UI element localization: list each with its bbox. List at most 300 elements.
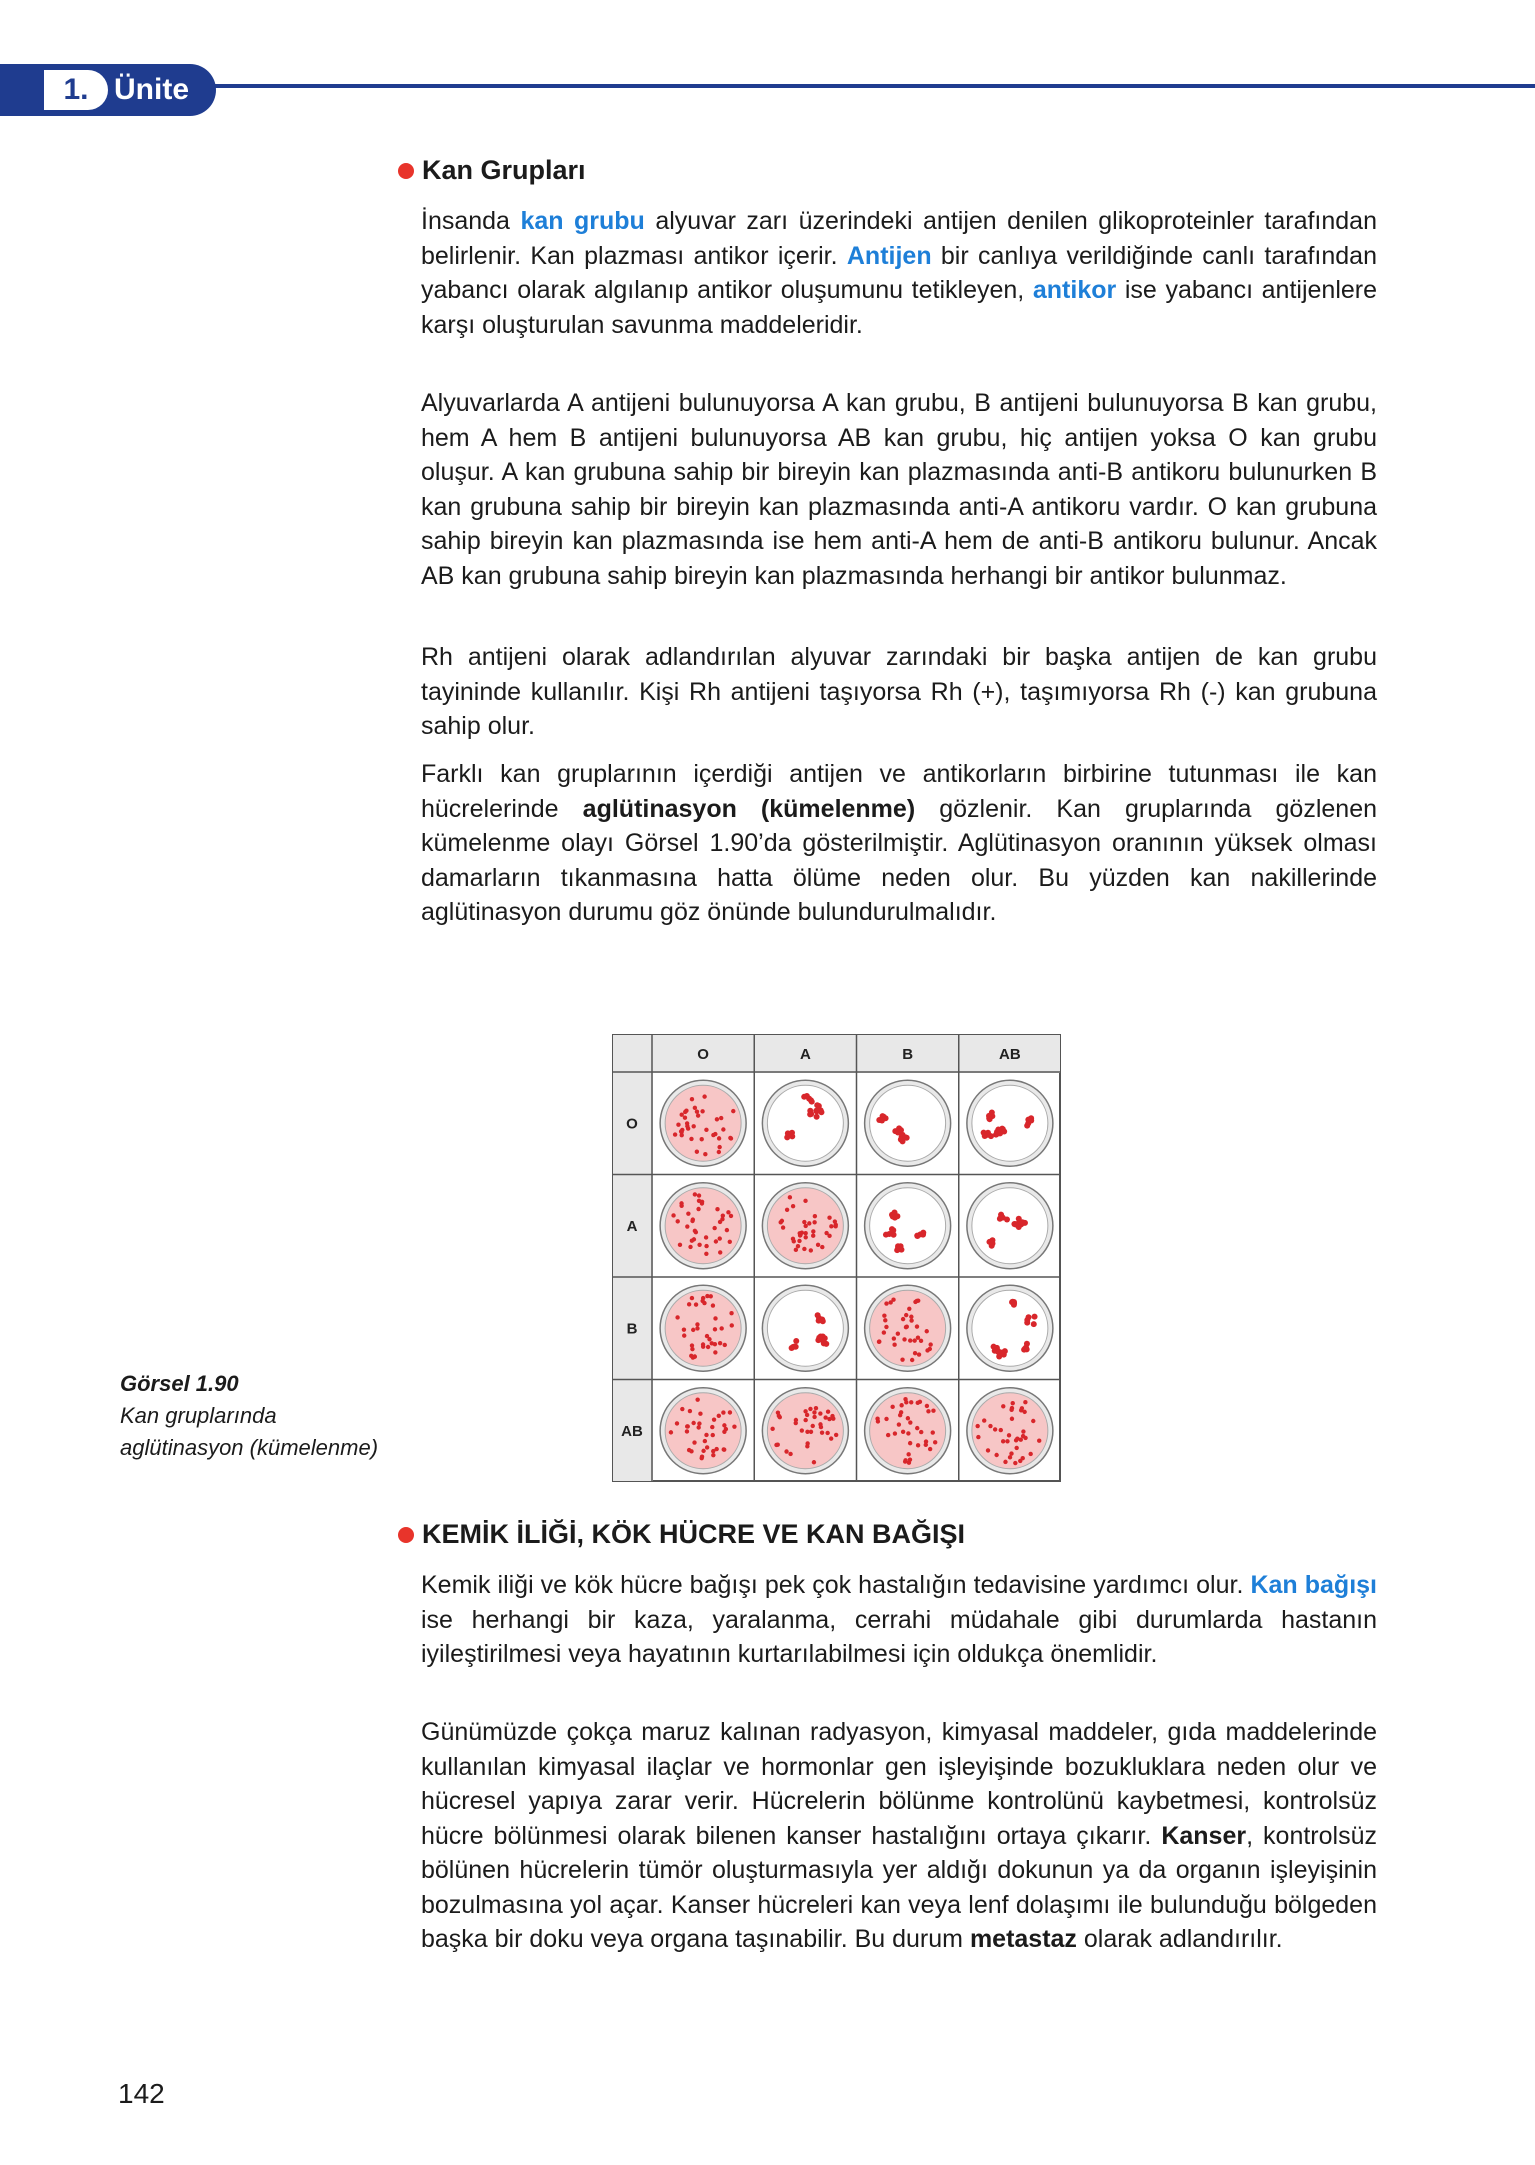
blood-cell [909,1315,913,1319]
blood-cell [900,1357,904,1361]
paragraph: Rh antijeni olarak adlandırılan alyuvar zarındaki bir başka antijen de kan grubu tayininde kullanılır. Kişi Rh antijeni taşıyorsa Rh (+), taşımıyorsa Rh (-) kan grubuna sahip olur. [421,643,1377,740]
cell-clump [804,1093,810,1099]
blood-cell [696,1425,700,1429]
blood-cell [904,1313,908,1317]
blood-cell [675,1315,679,1319]
cell-clump [1028,1115,1034,1121]
cell-clump [1012,1221,1018,1227]
blood-cell [829,1436,833,1440]
blood-cell [697,1243,701,1247]
blood-cell [812,1415,816,1419]
blood-cell [913,1300,917,1304]
blood-cell [906,1416,910,1420]
blood-cell [820,1430,824,1434]
cell-clump [986,1113,992,1119]
blood-cell [827,1417,831,1421]
blood-cell [679,1204,683,1208]
blood-cell [796,1244,800,1248]
blood-cell [693,1355,697,1359]
blood-cell [794,1418,798,1422]
blood-cell [690,1219,694,1223]
blood-cell [794,1248,798,1252]
blood-cell [717,1136,721,1140]
blood-cell [695,1322,699,1326]
blood-cell [718,1220,722,1224]
blood-cell [717,1150,721,1154]
blood-cell [1013,1461,1017,1465]
blood-cell [988,1424,992,1428]
blood-cell [1023,1400,1027,1404]
blood-cell [686,1211,690,1215]
blood-cell [908,1338,912,1342]
well-agglutinated [972,1188,1048,1264]
blood-cell [901,1430,905,1434]
blood-cell [690,1097,694,1101]
blood-cell [907,1307,911,1311]
blood-cell [705,1445,709,1449]
blood-cell [788,1195,792,1199]
blood-cell [906,1431,910,1435]
cell-clump [815,1312,821,1318]
blood-cell [705,1334,709,1338]
blood-cell [797,1239,801,1243]
blood-cell [731,1109,735,1113]
blood-cell [703,1439,707,1443]
blood-cell [814,1406,818,1410]
blood-cell [692,1237,696,1241]
page-number: 142 [118,2078,165,2109]
blood-cell [791,1204,795,1208]
blood-cell [676,1219,680,1223]
blood-cell [691,1328,695,1332]
blood-cell [925,1404,929,1408]
cell-clump [988,1239,994,1245]
blood-cell [1001,1439,1005,1443]
blood-cell [816,1243,820,1247]
cell-clump [902,1134,908,1140]
blood-cell [826,1409,830,1413]
blood-cell [890,1405,894,1409]
keyword: Kan bağışı [1250,1571,1377,1599]
blood-cell [823,1415,827,1419]
blood-cell [904,1400,908,1404]
blood-cell [982,1418,986,1422]
blood-cell [1014,1446,1018,1450]
blood-cell [788,1452,792,1456]
blood-cell [831,1416,835,1420]
blood-cell [909,1400,913,1404]
blood-cell [701,1342,705,1346]
blood-cell [1007,1433,1011,1437]
blood-cell [925,1329,929,1333]
cell-clump [996,1353,1002,1359]
blood-cell [700,1109,704,1113]
blood-cell [915,1426,919,1430]
blood-cell [675,1421,679,1425]
blood-cell [780,1219,784,1223]
blood-cell [1028,1452,1032,1456]
blood-cell [908,1441,912,1445]
blood-cell [680,1128,684,1132]
blood-cell [809,1430,813,1434]
blood-cell [721,1410,725,1414]
blood-cell [685,1424,689,1428]
blood-cell [902,1337,906,1341]
blood-cell [811,1233,815,1237]
column-header: O [697,1046,709,1063]
section-heading-donation [398,1519,965,1550]
blood-cell [803,1199,807,1203]
blood-cell [825,1431,829,1435]
blood-cell [899,1403,903,1407]
cell-clump [1024,1341,1030,1347]
blood-cell [886,1433,890,1437]
blood-cell [669,1430,673,1434]
header-col-bg [613,1035,653,1481]
blood-cell [729,1136,733,1140]
blood-cell [695,1150,699,1154]
blood-cell [1015,1436,1019,1440]
row-header: AB [621,1422,643,1440]
cell-clump [914,1233,920,1239]
blood-cell [785,1208,789,1212]
column-header: AB [999,1046,1021,1063]
cell-clump [822,1335,828,1341]
blood-cell [695,1109,699,1113]
blood-cell [702,1094,706,1098]
blood-cell [807,1221,811,1225]
blood-cell [711,1303,715,1307]
blood-cell [694,1230,698,1234]
blood-cell [704,1244,708,1248]
blood-cell [719,1326,723,1330]
blood-cell [803,1231,807,1235]
caption-title: Görsel 1.90 [120,1371,239,1396]
bullet-icon [398,1527,414,1543]
blood-cell [717,1145,721,1149]
keyword: kan grubu [520,207,645,235]
blood-cell [802,1220,806,1224]
blood-cell [690,1343,694,1347]
cell-clump [791,1344,797,1350]
blood-cell [908,1457,912,1461]
blood-cell [1010,1406,1014,1410]
blood-cell [701,1449,705,1453]
blood-cell [714,1239,718,1243]
blood-cell [800,1428,804,1432]
blood-cell [715,1207,719,1211]
blood-cell [812,1220,816,1224]
blood-cell [713,1327,717,1331]
well-agglutinated [767,1290,843,1366]
blood-cell [689,1137,693,1141]
blood-cell [906,1452,910,1456]
blood-cell [975,1424,979,1428]
paragraph: Kemik iliği ve kök hücre bağışı pek çok hastalığın tedavisine yardımcı olur. Kan bağışı ise herhangi bir kaza, yaralanma, cerrahi müdahale gibi durumlarda hastanın iyileştirilmesi veya hayatının kurtarılabilmesi için oldukça önemlidir. [421,1571,1377,1668]
blood-cell [818,1422,822,1426]
blood-cell [690,1296,694,1300]
column-header: B [902,1046,914,1063]
blood-cell [680,1407,684,1411]
blood-cell [925,1348,929,1352]
blood-cell [712,1226,716,1230]
blood-cell [805,1413,809,1417]
blood-cell [693,1106,697,1110]
blood-cell [809,1248,813,1252]
blood-cell [912,1338,916,1342]
blood-cell [711,1453,715,1457]
blood-cell [976,1435,980,1439]
blood-cell [808,1407,812,1411]
row-header: B [626,1320,638,1338]
blood-cell [719,1116,723,1120]
blood-cell [729,1311,733,1315]
blood-cell [1009,1451,1013,1455]
blood-cell [680,1113,684,1117]
blood-cell [999,1428,1003,1432]
cell-clump [995,1127,1001,1133]
blood-cell [691,1124,695,1128]
row-header: A [626,1217,638,1235]
blood-cell [813,1214,817,1218]
agglutination-figure [612,1034,1061,1482]
blood-cell [811,1229,815,1233]
cell-clump [920,1232,926,1238]
blood-cell [691,1421,695,1425]
blood-cell [802,1247,806,1251]
paragraph: Alyuvarlarda A antijeni bulunuyorsa A kan grubu, B antijeni bulunuyorsa B kan grubu, hem A hem B antijeni bulunuyorsa AB kan grubu, hiç antijen yoksa O kan grubu oluşur. A kan grubuna sahip bir bireyin kan plazmasında anti-B antikoru bulunurken B kan grubuna sahip bir bireyin kan plazmasında anti-A antikoru vardır. O kan grubuna sahip bireyin kan plazmasında ise hem anti-A hem de anti-B antikoru bulunur. Ancak AB kan grubuna sahip bireyin kan plazmasında herhangi bir antikor bulunmaz. [421,389,1377,590]
blood-cell [704,1235,708,1239]
blood-cell [685,1124,689,1128]
blood-cell [704,1128,708,1132]
keyword: antikor [1032,276,1117,304]
blood-cell [703,1152,707,1156]
blood-cell [893,1431,897,1435]
cell-clump [821,1340,827,1346]
blood-cell [1021,1429,1025,1433]
caption-line: Kan gruplarında [120,1403,277,1428]
blood-cell [812,1410,816,1414]
blood-cell [993,1427,997,1431]
blood-cell [909,1318,913,1322]
blood-cell [689,1449,693,1453]
blood-cell [693,1192,697,1196]
blood-cell [827,1216,831,1220]
blood-cell [726,1210,730,1214]
blood-cell [811,1424,815,1428]
blood-cell [805,1441,809,1445]
blood-cell [882,1330,886,1334]
blood-cell [1001,1404,1005,1408]
blood-cell [700,1200,704,1204]
blood-cell [710,1425,714,1429]
blood-cell [812,1460,816,1464]
blood-cell [933,1440,937,1444]
blood-cell [803,1418,807,1422]
blood-cell [730,1323,734,1327]
blood-cell [901,1317,905,1321]
blood-cell [711,1433,715,1437]
blood-cell [710,1341,714,1345]
blood-cell [1010,1417,1014,1421]
cell-clump [890,1227,896,1233]
blood-cell [820,1245,824,1249]
section-title: KEMİK İLİĞİ, KÖK HÜCRE VE KAN BAĞIŞI [422,1519,966,1549]
blood-cell [718,1250,722,1254]
blood-cell [698,1411,702,1415]
blood-cell [712,1417,716,1421]
blood-cell [882,1313,886,1317]
blood-cell [704,1252,708,1256]
blood-cell [718,1236,722,1240]
bold-term: metastaz [969,1925,1077,1953]
header-rule [200,84,1535,88]
keyword: Antijen [846,241,932,270]
cell-clump [816,1335,822,1341]
blood-cell [722,1430,726,1434]
paragraph: Farklı kan gruplarının içerdiği antijen ve antikorların birbirine tutunması ile kan hücrelerinde aglütinasyon (kümelenme) gözlenir. Kan gruplarında gözlenen kümelenme olayı Görsel 1.90’da gösterilmiştir. Aglütinasyon oranının yüksek olması damarların tıkanmasına hatta ölüme neden olur. Bu yüzden kan nakillerinde aglütinasyon durumu göz önünde bulundurulmalıdır. [421,760,1378,926]
blood-cell [1021,1456,1025,1460]
bold-term: Kanser [1161,1821,1247,1850]
cell-clump [1024,1317,1030,1323]
section-heading-blood-groups [398,155,586,186]
blood-cell [682,1333,686,1337]
blood-cell [696,1113,700,1117]
blood-cell [717,1414,721,1418]
blood-cell [916,1335,920,1339]
cell-clump [890,1214,896,1220]
cell-clump [793,1338,799,1344]
cell-clump [1011,1299,1017,1305]
blood-cell [924,1443,928,1447]
blood-cell [834,1223,838,1227]
blood-cell [1022,1410,1026,1414]
blood-cell [709,1294,713,1298]
blood-cell [884,1301,888,1305]
blood-cell [685,1429,689,1433]
cell-clump [981,1130,987,1136]
blood-cell [1037,1438,1041,1442]
section-title: Kan Grupları [422,155,586,185]
blood-cell [931,1430,935,1434]
blood-cell [1020,1406,1024,1410]
well-unclumped [870,1393,946,1469]
well-unclumped [665,1188,741,1264]
cell-clump [1019,1219,1025,1225]
blood-cell [904,1325,908,1329]
blood-cell [891,1298,895,1302]
blood-cell [713,1316,717,1320]
blood-cell [883,1318,887,1322]
blood-cell [699,1456,703,1460]
cell-clump [1032,1314,1038,1320]
blood-cell [728,1410,732,1414]
blood-cell [829,1224,833,1228]
blood-cell [704,1433,708,1437]
blood-cell [718,1341,722,1345]
blood-cell [722,1447,726,1451]
blood-cell [986,1448,990,1452]
blood-cell [928,1447,932,1451]
cell-clump [814,1108,820,1114]
blood-cell [892,1336,896,1340]
cell-clump [814,1102,820,1108]
blood-cell [926,1409,930,1413]
blood-cell [715,1117,719,1121]
blood-cell [721,1127,725,1131]
blood-cell [1008,1455,1012,1459]
blood-cell [804,1235,808,1239]
blood-cell [784,1449,788,1453]
blood-cell [685,1224,689,1228]
blood-cell [684,1108,688,1112]
blood-cell [700,1137,704,1141]
blood-cell [910,1358,914,1362]
blood-cell [728,1240,732,1244]
unit-number: 1. [44,70,108,110]
blood-cell [673,1132,677,1136]
blood-cell [692,1440,696,1444]
blood-cell [676,1123,680,1127]
cell-clump [898,1243,904,1249]
cell-clump [879,1118,885,1124]
blood-cell [700,1299,704,1303]
blood-cell [688,1245,692,1249]
blood-cell [697,1193,701,1197]
blood-cell [1031,1419,1035,1423]
cell-clump [808,1111,814,1117]
bold-term: aglütinasyon (kümelenme) [582,794,916,823]
blood-cell [706,1345,710,1349]
blood-cell [898,1413,902,1417]
blood-cell [877,1340,881,1344]
unit-label: Ünite [114,73,189,106]
blood-cell [994,1453,998,1457]
blood-cell [729,1214,733,1218]
blood-cell [818,1411,822,1415]
blood-cell [908,1420,912,1424]
blood-cell [781,1225,785,1229]
cell-clump [789,1133,795,1139]
blood-cell [915,1324,919,1328]
blood-cell [798,1233,802,1237]
blood-cell [694,1302,698,1306]
blood-cell [791,1237,795,1241]
blood-cell [1005,1439,1009,1443]
blood-cell [683,1116,687,1120]
blood-cell [875,1417,879,1421]
blood-cell [695,1326,699,1330]
header-row-bg [613,1035,1060,1073]
blood-cell [1021,1434,1025,1438]
cell-clump [1024,1123,1030,1129]
blood-cell [827,1234,831,1238]
blood-cell [713,1350,717,1354]
blood-cell [687,1302,691,1306]
blood-cell [695,1397,699,1401]
blood-cell [711,1133,715,1137]
cell-clump [1031,1321,1037,1327]
cell-clump [998,1213,1004,1219]
blood-cell [884,1325,888,1329]
blood-cell [834,1433,838,1437]
well-agglutinated [972,1085,1048,1161]
blood-cell [714,1447,718,1451]
blood-cell [896,1331,900,1335]
figure-caption [120,1368,378,1464]
blood-cell [897,1422,901,1426]
blood-cell [671,1213,675,1217]
